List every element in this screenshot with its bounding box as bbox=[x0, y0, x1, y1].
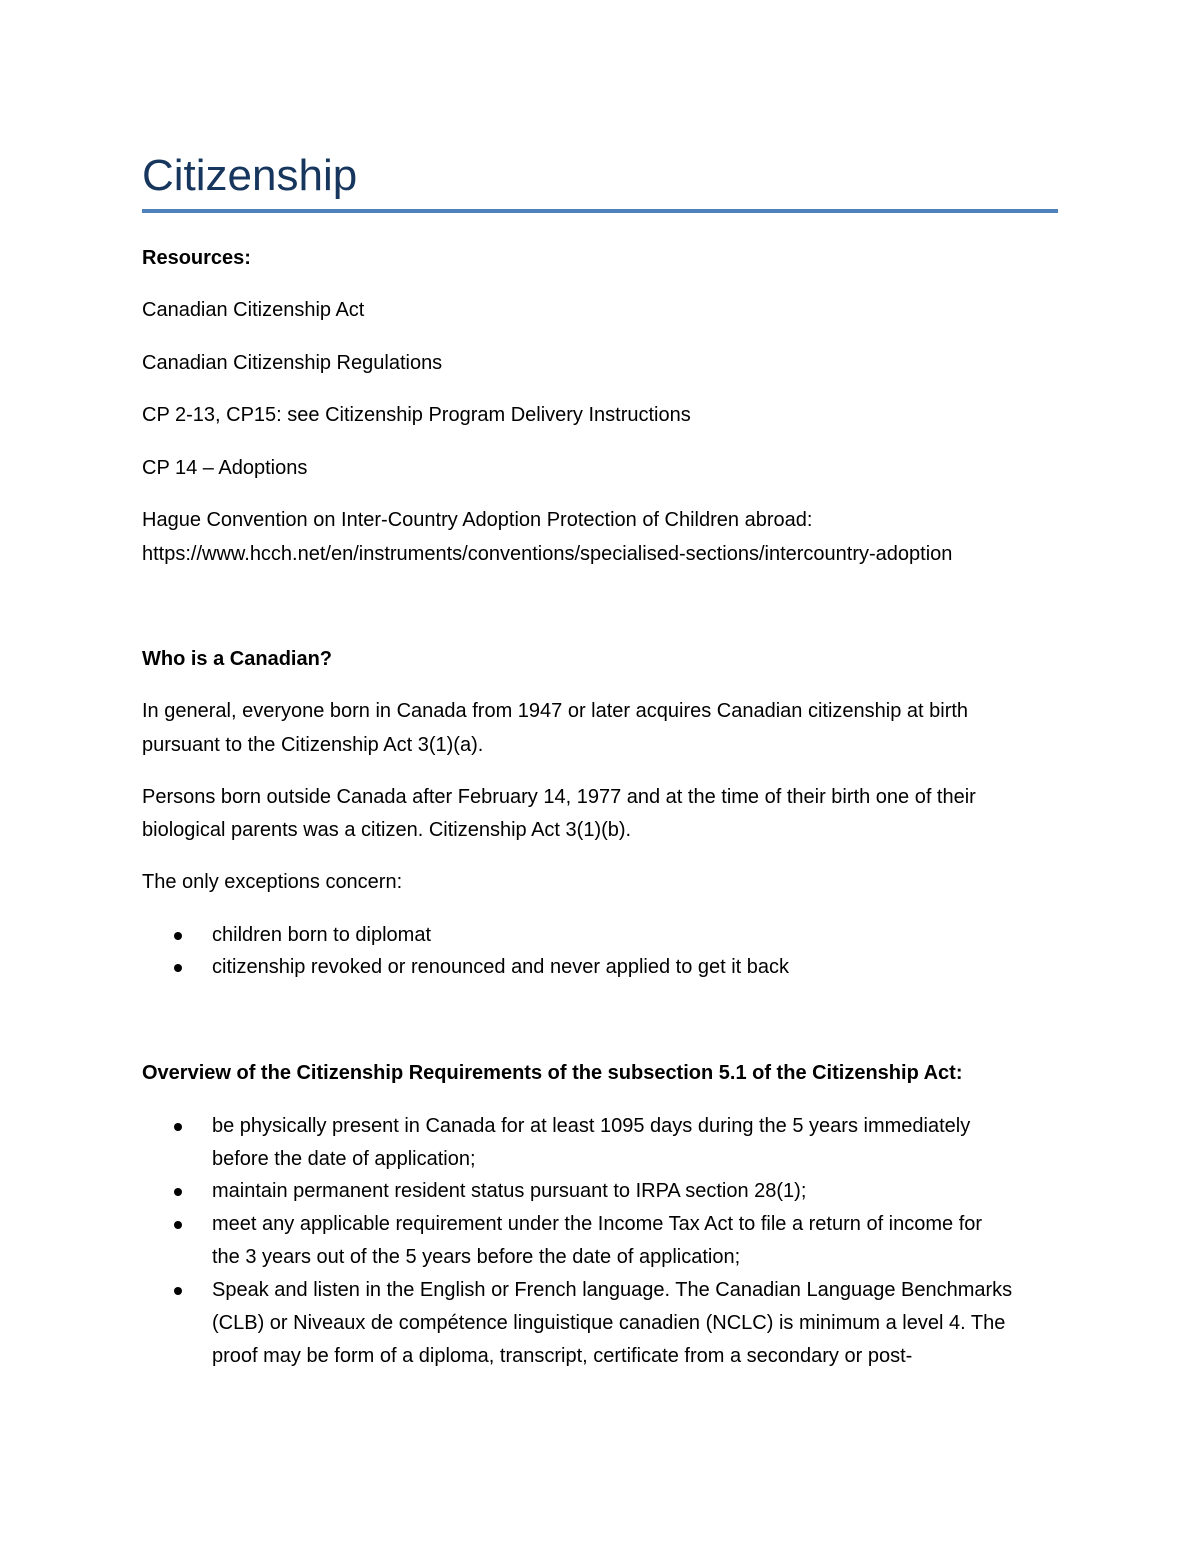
who-paragraph-3: The only exceptions concern: bbox=[142, 871, 403, 893]
bullet-icon bbox=[174, 1123, 182, 1131]
bullet-icon bbox=[174, 1287, 182, 1295]
bullet-icon bbox=[174, 1188, 182, 1196]
list-item-line: be physically present in Canada for at least 1095 days during the 5 years immediately bbox=[212, 1115, 971, 1137]
bullet-icon bbox=[174, 1221, 182, 1229]
who-paragraph-1-line-2: pursuant to the Citizenship Act 3(1)(a). bbox=[142, 734, 484, 756]
resource-item: Canadian Citizenship Act bbox=[142, 299, 365, 321]
resource-item: CP 14 – Adoptions bbox=[142, 457, 308, 479]
list-item-line: proof may be form of a diploma, transcript, certificate from a secondary or post- bbox=[212, 1345, 913, 1367]
who-paragraph-2-line-1: Persons born outside Canada after February 14, 1977 and at the time of their birth one of their bbox=[142, 786, 976, 808]
resources-heading: Resources: bbox=[142, 247, 251, 269]
resource-item: CP 2-13, CP15: see Citizenship Program Delivery Instructions bbox=[142, 404, 691, 426]
bullet-icon bbox=[174, 932, 182, 940]
list-item-line: (CLB) or Niveaux de compétence linguistique canadien (NCLC) is minimum a level 4. The bbox=[212, 1312, 1006, 1334]
document-title: Citizenship bbox=[142, 151, 358, 200]
list-item-line: Speak and listen in the English or French language. The Canadian Language Benchmarks bbox=[212, 1279, 1013, 1301]
who-paragraph-1-line-1: In general, everyone born in Canada from 1947 or later acquires Canadian citizenship at birth bbox=[142, 700, 969, 722]
bullet-icon bbox=[174, 964, 182, 972]
list-item-line: the 3 years out of the 5 years before the date of application; bbox=[212, 1246, 741, 1268]
title-underline bbox=[142, 209, 1058, 213]
list-item-line: meet any applicable requirement under the Income Tax Act to file a return of income for bbox=[212, 1213, 983, 1235]
who-paragraph-2-line-2: biological parents was a citizen. Citizenship Act 3(1)(b). bbox=[142, 819, 632, 841]
who-heading: Who is a Canadian? bbox=[142, 648, 333, 670]
hague-convention-url: https://www.hcch.net/en/instruments/conventions/specialised-sections/intercountry-adoption bbox=[142, 543, 953, 565]
overview-heading: Overview of the Citizenship Requirements of the subsection 5.1 of the Citizenship Act: bbox=[142, 1062, 963, 1084]
list-item-text: children born to diplomat bbox=[212, 924, 432, 946]
list-item-line: maintain permanent resident status pursuant to IRPA section 28(1); bbox=[212, 1180, 807, 1202]
resource-item: Canadian Citizenship Regulations bbox=[142, 352, 443, 374]
hague-convention-text: Hague Convention on Inter-Country Adoption Protection of Children abroad: bbox=[142, 509, 813, 531]
list-item-text: citizenship revoked or renounced and never applied to get it back bbox=[212, 956, 790, 978]
list-item-line: before the date of application; bbox=[212, 1148, 476, 1170]
